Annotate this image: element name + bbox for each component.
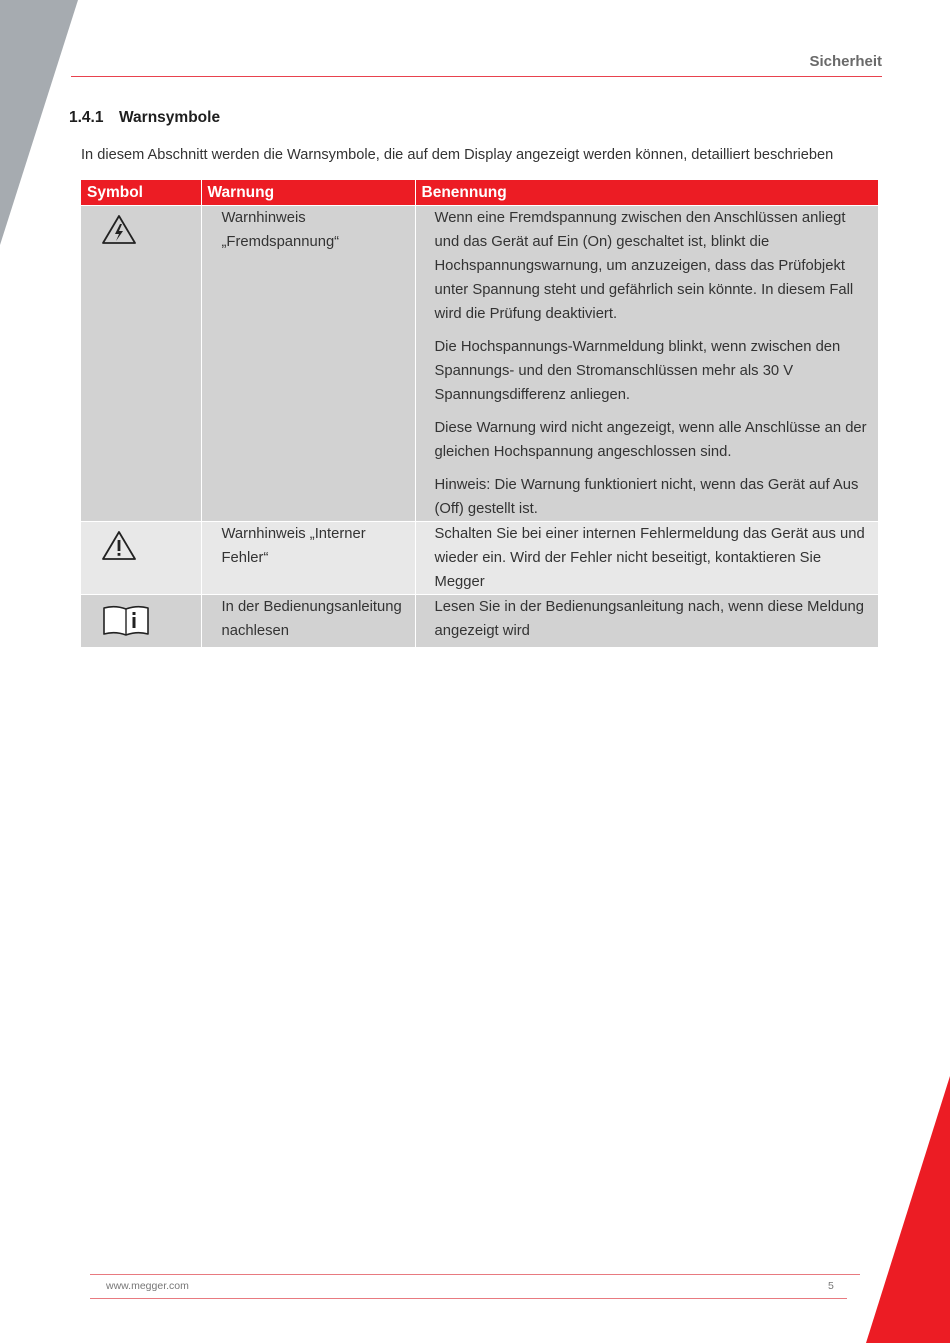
- table-row: [81, 206, 878, 522]
- table-row: [81, 522, 878, 595]
- symbol-cell: [81, 522, 201, 595]
- description-cell: [415, 206, 878, 522]
- footer-url: www.megger.com: [106, 1280, 189, 1292]
- header-title: Sicherheit: [809, 53, 882, 70]
- column-header-warnung: Warnung: [201, 180, 415, 206]
- description-cell: [415, 595, 878, 648]
- description-paragraph: Wenn eine Fremdspannung zwischen den Anschlüssen anliegt und das Gerät auf Ein (On) geschaltet ist, blinkt die Hochspannungswarnung, um anzuzeigen, dass das Prüfobjekt unter Spannung steht und gefährlich sein könnte. In diesem Fall wird die Prüfung deaktiviert.: [434, 210, 854, 322]
- manual-info-icon: [101, 603, 151, 639]
- description-paragraph: Lesen Sie in der Bedienungsanleitung nach, wenn diese Meldung angezeigt wird: [434, 599, 864, 639]
- intro-text: In diesem Abschnitt werden die Warnsymbole, die auf dem Display angezeigt werden können, detailliert beschrieben: [81, 147, 834, 163]
- high-voltage-warning-icon: [101, 214, 137, 246]
- warning-name-cell: Warnhinweis „Interner Fehler“: [201, 522, 415, 595]
- description-cell: [415, 522, 878, 595]
- section-number: 1.4.1: [69, 109, 104, 126]
- exclamation-warning-icon: [101, 530, 137, 562]
- footer-divider-bottom: [90, 1298, 847, 1299]
- footer-divider-top: [90, 1274, 860, 1275]
- description-paragraph: Schalten Sie bei einer internen Fehlermeldung das Gerät aus und wieder ein. Wird der Fehler nicht beseitigt, kontaktieren Sie Megger: [434, 526, 865, 590]
- description-paragraph: Hinweis: Die Warnung funktioniert nicht, wenn das Gerät auf Aus (Off) gestellt ist.: [434, 477, 859, 517]
- column-header-benennung: Benennung: [415, 180, 878, 206]
- table-row: [81, 595, 878, 648]
- section-title: Warnsymbole: [119, 109, 221, 126]
- header-divider: [71, 76, 882, 77]
- gray-corner-shape: [0, 0, 78, 245]
- section-heading: [69, 109, 220, 127]
- description-paragraph: Die Hochspannungs-Warnmeldung blinkt, wenn zwischen den Spannungs- und den Stromanschlüssen mehr als 30 V Spannungsdifferenz anliegen.: [434, 339, 841, 403]
- page-number: 5: [828, 1280, 834, 1292]
- warning-name-cell: In der Bedienungsanleitung nachlesen: [201, 595, 415, 648]
- warning-symbols-table: [81, 180, 878, 647]
- symbol-cell: [81, 595, 201, 648]
- column-header-symbol: Symbol: [81, 180, 201, 206]
- description-paragraph: Diese Warnung wird nicht angezeigt, wenn alle Anschlüsse an der gleichen Hochspannung angeschlossen sind.: [434, 420, 867, 460]
- symbol-cell: [81, 206, 201, 522]
- red-corner-shape: [866, 1076, 950, 1343]
- warning-name-cell: Warnhinweis „Fremdspannung“: [201, 206, 415, 522]
- table-header-row: [81, 180, 878, 206]
